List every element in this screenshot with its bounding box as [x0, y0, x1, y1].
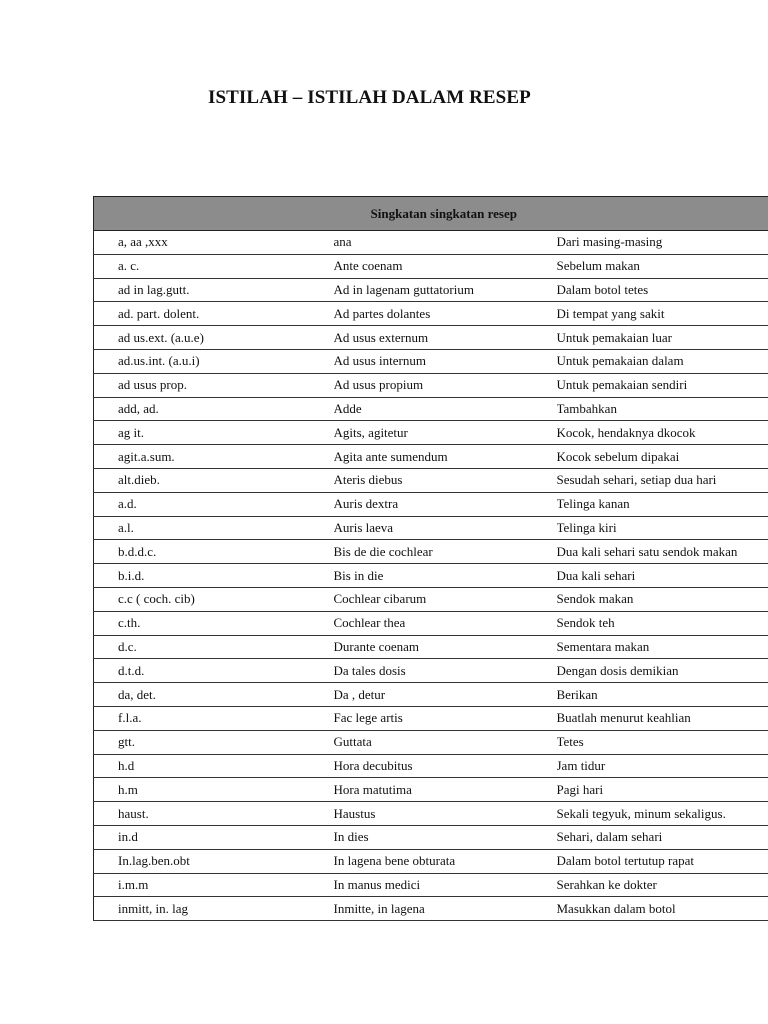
- latin-term-cell: Ante coenam: [334, 254, 557, 278]
- table-row: [94, 587, 768, 611]
- meaning-cell: Masukkan dalam botol: [557, 897, 768, 921]
- table-row: [94, 635, 768, 659]
- meaning-cell: Serahkan ke dokter: [557, 873, 768, 897]
- abbreviation-cell: a, aa ,xxx: [94, 231, 334, 255]
- table-row: [94, 254, 768, 278]
- abbreviation-cell: in.d: [94, 825, 334, 849]
- meaning-cell: Tambahkan: [557, 397, 768, 421]
- meaning-cell: Sebelum makan: [557, 254, 768, 278]
- meaning-cell: Di tempat yang sakit: [557, 302, 768, 326]
- table-row: [94, 849, 768, 873]
- abbreviation-table: [93, 196, 768, 921]
- meaning-cell: Sendok makan: [557, 587, 768, 611]
- latin-term-cell: Adde: [334, 397, 557, 421]
- latin-term-cell: Agita ante sumendum: [334, 445, 557, 469]
- latin-term-cell: Fac lege artis: [334, 706, 557, 730]
- meaning-cell: Jam tidur: [557, 754, 768, 778]
- latin-term-cell: Bis de die cochlear: [334, 540, 557, 564]
- meaning-cell: Dari masing-masing: [557, 231, 768, 255]
- latin-term-cell: Ad usus propium: [334, 373, 557, 397]
- abbreviation-cell: agit.a.sum.: [94, 445, 334, 469]
- table-row: [94, 659, 768, 683]
- latin-term-cell: Hora matutima: [334, 778, 557, 802]
- table-row: [94, 468, 768, 492]
- meaning-cell: Dengan dosis demikian: [557, 659, 768, 683]
- meaning-cell: Sesudah sehari, setiap dua hari: [557, 468, 768, 492]
- meaning-cell: Sendok teh: [557, 611, 768, 635]
- abbreviation-cell: ad usus prop.: [94, 373, 334, 397]
- latin-term-cell: Ad usus externum: [334, 326, 557, 350]
- table-row: [94, 778, 768, 802]
- table-header: Singkatan singkatan resep: [94, 197, 768, 231]
- table-row: [94, 231, 768, 255]
- meaning-cell: Pagi hari: [557, 778, 768, 802]
- abbreviation-cell: a.d.: [94, 492, 334, 516]
- latin-term-cell: Da , detur: [334, 683, 557, 707]
- abbreviation-cell: d.c.: [94, 635, 334, 659]
- abbreviation-cell: h.d: [94, 754, 334, 778]
- meaning-cell: Dalam botol tertutup rapat: [557, 849, 768, 873]
- meaning-cell: Telinga kiri: [557, 516, 768, 540]
- latin-term-cell: In manus medici: [334, 873, 557, 897]
- table-row: [94, 611, 768, 635]
- table-row: [94, 278, 768, 302]
- abbreviation-cell: a.l.: [94, 516, 334, 540]
- table-row: [94, 421, 768, 445]
- abbreviation-cell: gtt.: [94, 730, 334, 754]
- table-row: [94, 492, 768, 516]
- latin-term-cell: In dies: [334, 825, 557, 849]
- table-row: [94, 326, 768, 350]
- abbreviation-cell: d.t.d.: [94, 659, 334, 683]
- meaning-cell: Untuk pemakaian dalam: [557, 349, 768, 373]
- abbreviation-cell: f.l.a.: [94, 706, 334, 730]
- abbreviation-table-container: [93, 196, 768, 921]
- meaning-cell: Untuk pemakaian sendiri: [557, 373, 768, 397]
- latin-term-cell: Bis in die: [334, 564, 557, 588]
- meaning-cell: Telinga kanan: [557, 492, 768, 516]
- abbreviation-cell: c.c ( coch. cib): [94, 587, 334, 611]
- meaning-cell: Untuk pemakaian luar: [557, 326, 768, 350]
- latin-term-cell: Auris laeva: [334, 516, 557, 540]
- abbreviation-cell: c.th.: [94, 611, 334, 635]
- latin-term-cell: Cochlear cibarum: [334, 587, 557, 611]
- latin-term-cell: Ad usus internum: [334, 349, 557, 373]
- table-row: [94, 754, 768, 778]
- latin-term-cell: Ad partes dolantes: [334, 302, 557, 326]
- meaning-cell: Kocok sebelum dipakai: [557, 445, 768, 469]
- latin-term-cell: Haustus: [334, 802, 557, 826]
- latin-term-cell: Ateris diebus: [334, 468, 557, 492]
- latin-term-cell: Hora decubitus: [334, 754, 557, 778]
- table-row: [94, 564, 768, 588]
- table-row: [94, 445, 768, 469]
- meaning-cell: Buatlah menurut keahlian: [557, 706, 768, 730]
- meaning-cell: Sehari, dalam sehari: [557, 825, 768, 849]
- latin-term-cell: Da tales dosis: [334, 659, 557, 683]
- meaning-cell: Berikan: [557, 683, 768, 707]
- abbreviation-cell: alt.dieb.: [94, 468, 334, 492]
- abbreviation-cell: haust.: [94, 802, 334, 826]
- table-row: [94, 373, 768, 397]
- abbreviation-cell: add, ad.: [94, 397, 334, 421]
- abbreviation-cell: ad in lag.gutt.: [94, 278, 334, 302]
- table-row: [94, 516, 768, 540]
- meaning-cell: Sekali tegyuk, minum sekaligus.: [557, 802, 768, 826]
- latin-term-cell: ana: [334, 231, 557, 255]
- table-row: [94, 897, 768, 921]
- abbreviation-cell: da, det.: [94, 683, 334, 707]
- latin-term-cell: Agits, agitetur: [334, 421, 557, 445]
- table-row: [94, 302, 768, 326]
- abbreviation-cell: ad us.ext. (a.u.e): [94, 326, 334, 350]
- table-row: [94, 683, 768, 707]
- table-row: [94, 706, 768, 730]
- abbreviation-cell: b.d.d.c.: [94, 540, 334, 564]
- latin-term-cell: In lagena bene obturata: [334, 849, 557, 873]
- latin-term-cell: Cochlear thea: [334, 611, 557, 635]
- table-body: [94, 231, 768, 921]
- table-row: [94, 349, 768, 373]
- document-title: ISTILAH – ISTILAH DALAM RESEP: [208, 87, 531, 108]
- latin-term-cell: Ad in lagenam guttatorium: [334, 278, 557, 302]
- abbreviation-cell: ad. part. dolent.: [94, 302, 334, 326]
- abbreviation-cell: ag it.: [94, 421, 334, 445]
- meaning-cell: Tetes: [557, 730, 768, 754]
- latin-term-cell: Auris dextra: [334, 492, 557, 516]
- table-header-row: [94, 197, 768, 231]
- table-row: [94, 397, 768, 421]
- meaning-cell: Sementara makan: [557, 635, 768, 659]
- meaning-cell: Dua kali sehari satu sendok makan: [557, 540, 768, 564]
- abbreviation-cell: inmitt, in. lag: [94, 897, 334, 921]
- abbreviation-cell: b.i.d.: [94, 564, 334, 588]
- meaning-cell: Kocok, hendaknya dkocok: [557, 421, 768, 445]
- abbreviation-cell: In.lag.ben.obt: [94, 849, 334, 873]
- meaning-cell: Dua kali sehari: [557, 564, 768, 588]
- latin-term-cell: Inmitte, in lagena: [334, 897, 557, 921]
- table-row: [94, 730, 768, 754]
- latin-term-cell: Durante coenam: [334, 635, 557, 659]
- table-row: [94, 540, 768, 564]
- abbreviation-cell: i.m.m: [94, 873, 334, 897]
- meaning-cell: Dalam botol tetes: [557, 278, 768, 302]
- abbreviation-cell: ad.us.int. (a.u.i): [94, 349, 334, 373]
- latin-term-cell: Guttata: [334, 730, 557, 754]
- table-row: [94, 802, 768, 826]
- table-row: [94, 825, 768, 849]
- table-row: [94, 873, 768, 897]
- abbreviation-cell: a. c.: [94, 254, 334, 278]
- abbreviation-cell: h.m: [94, 778, 334, 802]
